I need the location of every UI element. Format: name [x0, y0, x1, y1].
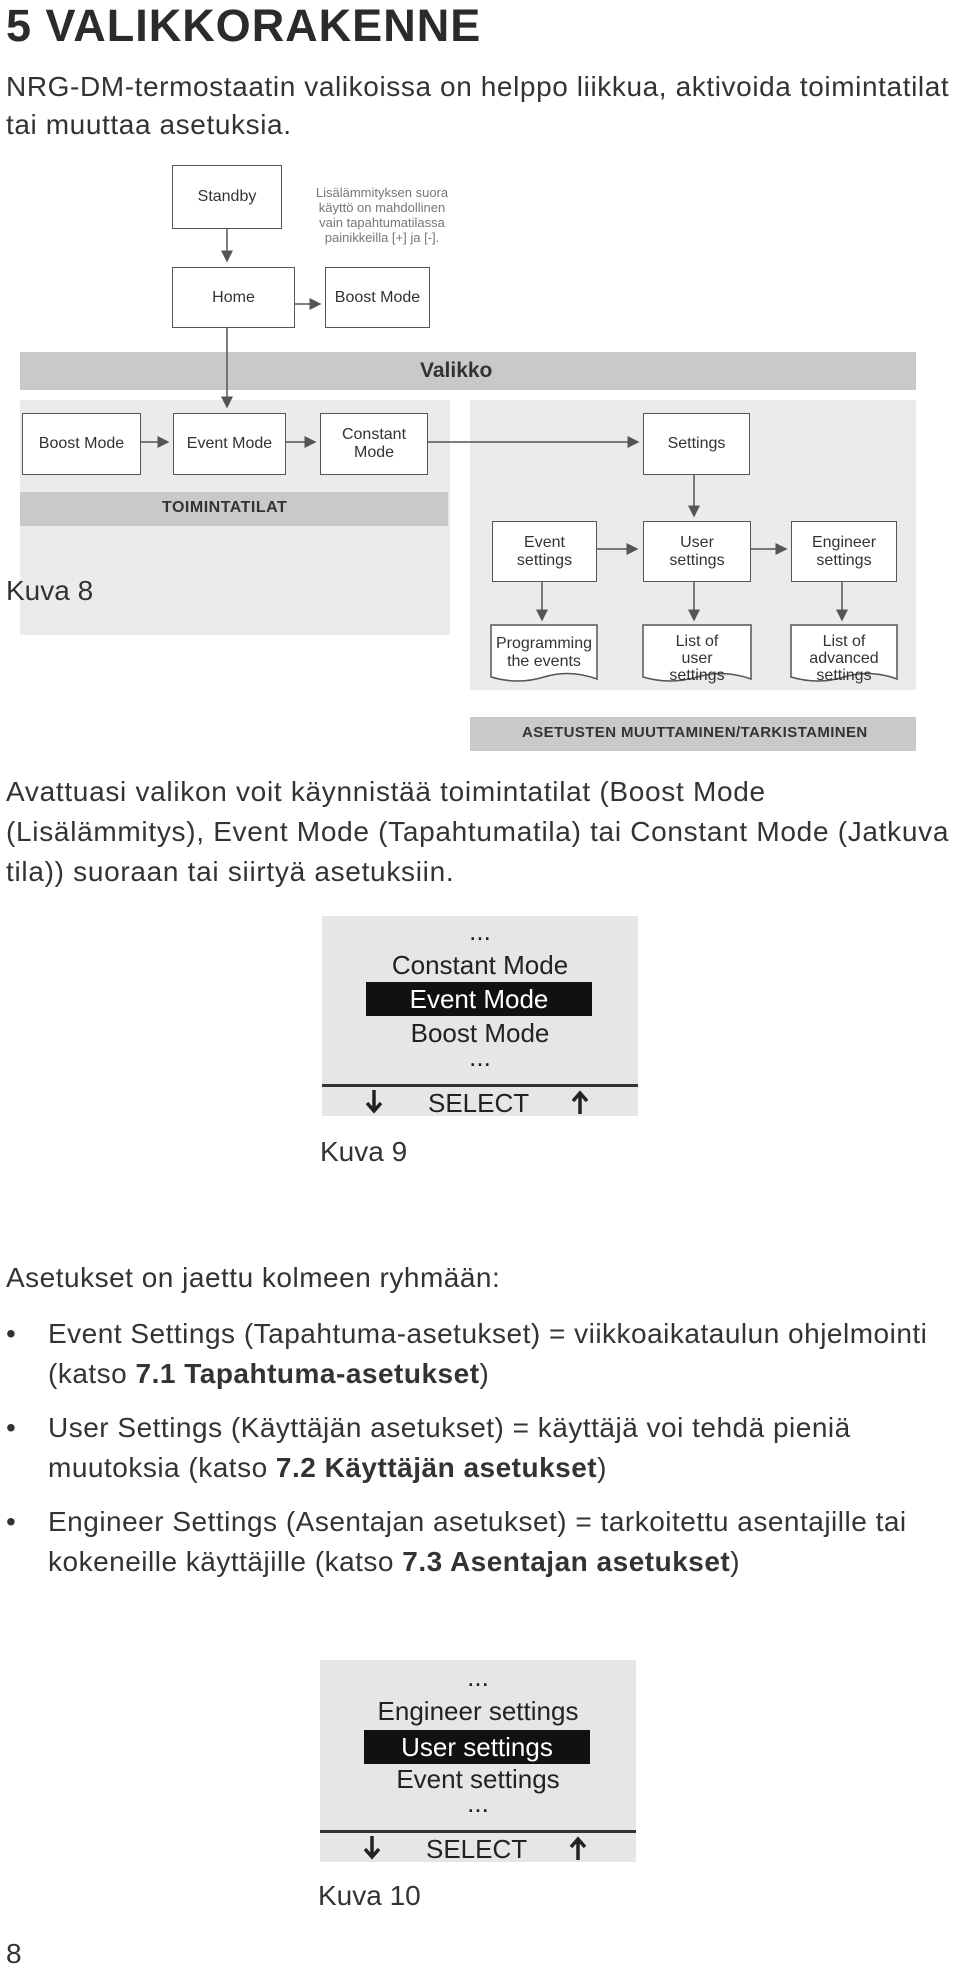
arrow-down-icon: [362, 1836, 382, 1862]
select-label: SELECT: [428, 1088, 530, 1118]
arrow-up-icon: [570, 1088, 590, 1114]
menu-dots-top: ...: [469, 916, 491, 946]
standby-box: Standby: [172, 165, 282, 229]
figure-10-caption: Kuva 10: [318, 1880, 421, 1911]
arrow-down-icon: [364, 1090, 384, 1116]
menu-paragraph: Avattuasi valikon voit käynnistää toimintatilat (Boost Mode (Lisälämmitys), Event Mode (Tapahtumatila) tai Constant Mode (Jatkuva tila)) suoraan tai siirtyä asetuksiin.: [6, 776, 950, 887]
programming-events-box: Programming the events: [495, 635, 593, 670]
menu-item-constant-mode: Constant Mode: [391, 950, 569, 980]
menu-dots-top: ...: [467, 1662, 489, 1692]
home-box: Home: [172, 267, 295, 328]
boost-mode-top-box: Boost Mode: [325, 267, 430, 328]
toimintatilat-label: TOIMINTATILAT: [162, 499, 288, 516]
settings-groups-list: [6, 1314, 946, 1596]
list-advanced-settings-box: List of advanced settings: [809, 633, 879, 684]
page-title: 5 VALIKKORAKENNE: [6, 0, 482, 51]
arrow-up-icon: [568, 1834, 588, 1860]
menu-dots-bottom: ...: [469, 1042, 491, 1072]
valikko-label: Valikko: [420, 359, 493, 382]
menu-dots-bottom: ...: [467, 1788, 489, 1818]
list-item: • User Settings (Käyttäjän asetukset) = käyttäjä voi tehdä pieniä muutoksia (katso 7.2 Käyttäjän asetukset): [6, 1408, 946, 1488]
menu-item-boost-mode: Boost Mode: [410, 1018, 550, 1048]
page-number: 8: [6, 1938, 22, 1969]
softkey-separator: [322, 1084, 638, 1087]
display-screen-modes: [322, 916, 638, 1116]
boost-mode-box: Boost Mode: [22, 413, 141, 475]
boost-note: Lisälämmityksen suora käyttö on mahdollinen vain tapahtumatilassa painikkeilla [+] ja [-].: [315, 185, 449, 245]
groups-intro: Asetukset on jaettu kolmeen ryhmään:: [6, 1262, 501, 1293]
menu-item-event-mode-selected: Event Mode: [366, 982, 592, 1016]
menu-item-user-settings-selected: User settings: [364, 1730, 590, 1764]
list-item: • Event Settings (Tapahtuma-asetukset) = viikkoaikataulun ohjelmointi (katso 7.1 Tapahtuma-asetukset): [6, 1314, 946, 1394]
menu-structure-diagram: [0, 155, 960, 755]
figure-9-caption: Kuva 9: [320, 1136, 408, 1167]
figure-8-caption: Kuva 8: [6, 575, 94, 606]
engineer-settings-box: Engineer settings: [791, 521, 897, 582]
select-label: SELECT: [426, 1834, 528, 1864]
intro-paragraph: NRG-DM-termostaatin valikoissa on helppo liikkua, aktivoida toimintatilat tai muuttaa asetuksia.: [6, 71, 950, 140]
list-item: • Engineer Settings (Asentajan asetukset) = tarkoitettu asentajille tai kokeneille käyttäjille (katso 7.3 Asentajan asetukset): [6, 1502, 946, 1582]
constant-mode-box: Constant Mode: [320, 413, 428, 475]
list-user-settings-box: List of user settings: [669, 633, 725, 684]
softkey-bar: [320, 1834, 636, 1862]
menu-item-event-settings: Event settings: [396, 1764, 560, 1794]
display-screen-settings: [320, 1660, 636, 1862]
softkey-bar: [322, 1088, 638, 1116]
softkey-separator: [320, 1830, 636, 1833]
asetusten-label: ASETUSTEN MUUTTAMINEN/TARKISTAMINEN: [522, 724, 868, 741]
event-mode-box: Event Mode: [173, 413, 286, 475]
user-settings-box: User settings: [643, 521, 751, 582]
menu-item-engineer-settings: Engineer settings: [377, 1696, 579, 1726]
event-settings-box: Event settings: [492, 521, 597, 582]
settings-box: Settings: [643, 413, 750, 475]
